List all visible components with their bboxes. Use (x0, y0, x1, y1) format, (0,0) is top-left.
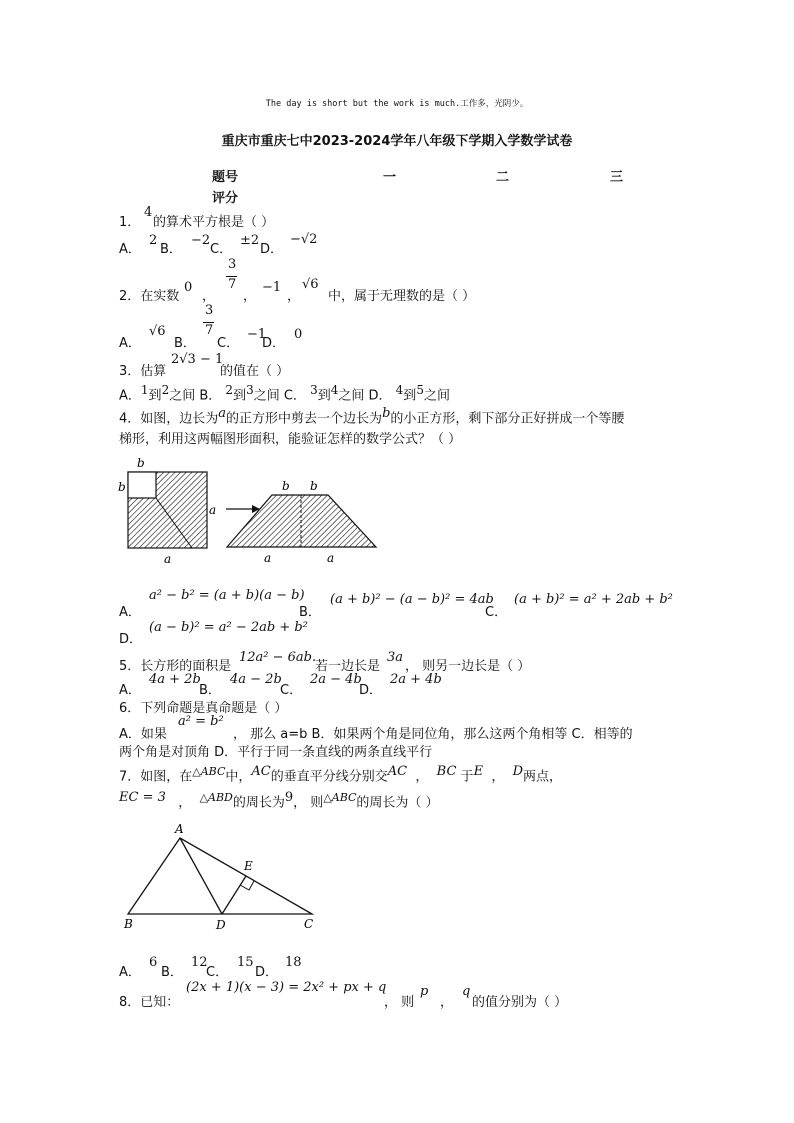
q7-text: 于 (460, 769, 474, 785)
q4-var-a: a (218, 406, 227, 421)
score-table-row2-label: 评分 (212, 191, 239, 206)
q7-opt-b: 12 (191, 955, 208, 970)
q7-label-c: C (304, 917, 314, 931)
q7-opt-a-label: A． (119, 965, 141, 980)
q4-label-trap-b2: b (310, 479, 318, 493)
q3-opt-part: 4 (330, 383, 339, 397)
q2-opt-b-label: B． (174, 336, 196, 351)
q5-opt-b: 4a − 2b (230, 672, 282, 687)
q8-expression: (2x + 1)(x − 3) = 2x² + px + q (186, 980, 387, 995)
q3-opt-part: 到 (148, 388, 162, 404)
q6-math: a² = b² (178, 714, 224, 729)
q4-text: 4．如图，边长为 (119, 411, 219, 427)
q4-text: 的正方形中剪去一个边长为 (226, 411, 383, 427)
q5-mid: 若一边长是 (315, 659, 381, 674)
q3-opt-part: 之间 B． (169, 388, 222, 404)
q4-label-a-bottom: a (164, 552, 172, 566)
q4-small-square (128, 472, 156, 498)
q7-opt-c: 15 (237, 955, 254, 970)
q1-number: 1． (119, 215, 141, 230)
q2-opt-a-label: A． (119, 336, 141, 351)
q1-opt-c: ±2 (240, 233, 260, 248)
q4-opt-d: (a − b)² = a² − 2ab + b² (149, 620, 308, 635)
q1-stem-text: 的算术平方根是（ ） (153, 215, 275, 230)
q2-opt-b-denominator: 7 (205, 323, 214, 338)
q1-opt-b: −2 (191, 233, 211, 248)
q7-opt-a: 6 (149, 955, 158, 970)
q7-ac: AC (251, 764, 271, 779)
q3-opt-part: 到 (317, 388, 331, 404)
q3-opt-part: 3 (246, 383, 254, 397)
q4-label-trap-b1: b (282, 479, 290, 493)
q3-opt-part: 4 (395, 383, 404, 397)
q6-line-2: 两个角是对顶角 D．平行于同一条直线的两条直线平行 (119, 745, 433, 760)
q2-value-neg1: −1 (262, 280, 282, 295)
q2-sep-3: ， (287, 289, 301, 304)
q4-opt-d-label: D． (119, 632, 143, 647)
q7-label-a: A (175, 822, 184, 836)
q3-expression: 2√3 − 1 (171, 352, 224, 367)
q5-opt-c: 2a − 4b (310, 672, 362, 687)
q5-opt-b-label: B． (199, 683, 221, 698)
q5-opt-d: 2a + 4b (390, 672, 442, 687)
q5-opt-c-label: C． (280, 683, 303, 698)
q7-line-1 (119, 764, 562, 784)
q4-text: 的小正方形，剩下部分正好拼成一个等腰 (390, 411, 625, 427)
q7-text: ， (178, 795, 192, 811)
q5-opt-a-label: A． (119, 683, 141, 698)
q5-area: 12a² − 6ab. (239, 650, 317, 665)
q7-ac-2: AC (387, 764, 408, 779)
q2-opt-d-label: D． (262, 336, 286, 351)
q2-opt-c: −1 (247, 327, 267, 342)
q4-label-b-top: b (137, 456, 145, 470)
q3-prefix: 3．估算 (119, 364, 167, 379)
q2-prefix: 2．在实数 (119, 289, 180, 304)
q7-opt-b-label: B． (161, 965, 183, 980)
q8-mid: ， 则 (384, 995, 415, 1010)
q4-label-a-right: a (209, 503, 217, 517)
q6-line-1b: ， 那么 a=b B．如果两个角是同位角，那么这两个角相等 C．相等的 (233, 727, 633, 742)
q3-opt-part: 2 (161, 383, 170, 397)
q5-opt-a: 4a + 2b (149, 672, 201, 687)
q2-suffix: 中，属于无理数的是（ ） (328, 289, 476, 304)
q3-opt-part: 到 (233, 388, 247, 404)
q7-text: 的垂直平分线分别交 (270, 769, 388, 785)
q2-opt-a: √6 (149, 324, 166, 339)
q4-label-b-left: b (118, 480, 126, 494)
q2-sep-2: ， (243, 289, 257, 304)
score-table-row1-label: 题号 (212, 170, 239, 185)
q2-opt-c-label: C． (217, 336, 240, 351)
q3-suffix: 的值在（ ） (220, 364, 290, 379)
q1-opt-d-label: D． (260, 242, 284, 257)
q7-ec: EC = 3 (119, 790, 166, 805)
q3-opt-part: 之间 C． (253, 388, 306, 404)
q3-opt-part: 5 (416, 383, 424, 397)
q8-p: p (420, 984, 429, 999)
q7-triangle-abc (128, 838, 312, 914)
q4-opt-b-label: B． (299, 605, 321, 620)
q1-stem-math: 4 (144, 205, 153, 220)
q2-value-sqrt6: √6 (302, 277, 319, 292)
q7-tri-abd: △ABD (199, 791, 233, 804)
q4-opt-c: (a + b)² = a² + 2ab + b² (514, 592, 673, 607)
q7-opt-c-label: C． (206, 965, 229, 980)
q7-label-e: E (244, 859, 253, 873)
q2-frac-numerator: 3 (228, 257, 237, 272)
q6-stem: 6．下列命题是真命题是（ ） (119, 701, 288, 716)
q3-opt-part: 之间 (423, 388, 450, 404)
q7-bc: BC (436, 764, 457, 779)
motto: The day is short but the work is much.工作多，光阴少。 (265, 99, 529, 109)
q4-opt-a-label: A． (119, 605, 141, 620)
q1-opt-a: 2 (149, 233, 158, 248)
q7-opt-d: 18 (285, 955, 302, 970)
q8-suffix: 的值分别为（ ） (472, 995, 568, 1010)
q4-opt-c-label: C． (485, 605, 508, 620)
q7-tri-abc-2: △ABC (323, 791, 357, 804)
q7-opt-d-label: D． (255, 965, 279, 980)
q7-line-2 (119, 790, 439, 810)
q7-figure (112, 818, 332, 936)
q7-text: ， (491, 769, 505, 785)
q4-label-trap-a2: a (327, 551, 335, 565)
q1-opt-d: −√2 (290, 232, 318, 247)
q3-opt-part: 2 (225, 383, 234, 397)
q5-suffix: ， 则另一边长是（ ） (405, 659, 531, 674)
q7-text: 的周长为 (232, 795, 285, 811)
q7-text: ， (415, 769, 429, 785)
q4-figure (112, 450, 392, 568)
score-table-col-2: 二 (496, 170, 510, 185)
q2-opt-b-numerator: 3 (205, 303, 214, 318)
q7-label-d: D (216, 918, 226, 932)
score-table-col-1: 一 (383, 170, 397, 185)
q2-frac-denominator: 7 (228, 277, 237, 292)
q3-opt-part: 之间 D． (338, 388, 392, 404)
q1-opt-a-label: A． (119, 242, 141, 257)
q1-opt-b-label: B． (160, 242, 182, 257)
q2-opt-d: 0 (294, 327, 303, 342)
q1-opt-c-label: C． (210, 242, 233, 257)
score-table-col-3: 三 (610, 170, 624, 185)
q8-prefix: 8．已知： (119, 995, 180, 1010)
q4-opt-b: (a + b)² − (a − b)² = 4ab (330, 592, 494, 607)
q2-value-0: 0 (184, 280, 193, 295)
q8-sep: ， (440, 995, 454, 1010)
q5-opt-d-label: D． (359, 683, 383, 698)
q3-opt-part: 到 (403, 388, 417, 404)
q6-line-1a: A．如果 (119, 727, 167, 742)
q7-e: E (473, 764, 484, 779)
q4-line-1 (119, 406, 624, 426)
q3-opt-part: A． (119, 388, 141, 404)
q5-prefix: 5．长方形的面积是 (119, 659, 232, 674)
exam-title: 重庆市重庆七中2023-2024学年八年级下学期入学数学试卷 (221, 134, 573, 149)
q3-opt-part: 3 (310, 383, 318, 397)
q5-side: 3a (387, 650, 404, 665)
q3-options (119, 383, 450, 403)
q7-text: 7．如图，在 (119, 769, 193, 785)
q4-label-trap-a1: a (264, 551, 272, 565)
q4-line-2: 梯形，利用这两幅图形面积，能验证怎样的数学公式？（ ） (119, 432, 462, 447)
q7-text: 两点， (523, 769, 563, 785)
q7-segment-de (222, 876, 246, 914)
q7-d: D (512, 764, 524, 779)
q3-opt-part: 1 (140, 383, 149, 397)
q7-nine: 9 (284, 790, 294, 805)
q2-sep-1: ， (202, 289, 216, 304)
q7-tri-abc: △ABC (192, 765, 226, 778)
q4-opt-a: a² − b² = (a + b)(a − b) (149, 588, 305, 603)
q7-text: 中， (225, 769, 252, 785)
q7-label-b: B (124, 917, 133, 931)
q7-text: ， 则 (293, 795, 324, 811)
q4-var-b: b (382, 406, 391, 421)
q8-q: q (462, 984, 471, 999)
q7-text: 的周长为（ ） (356, 795, 439, 811)
